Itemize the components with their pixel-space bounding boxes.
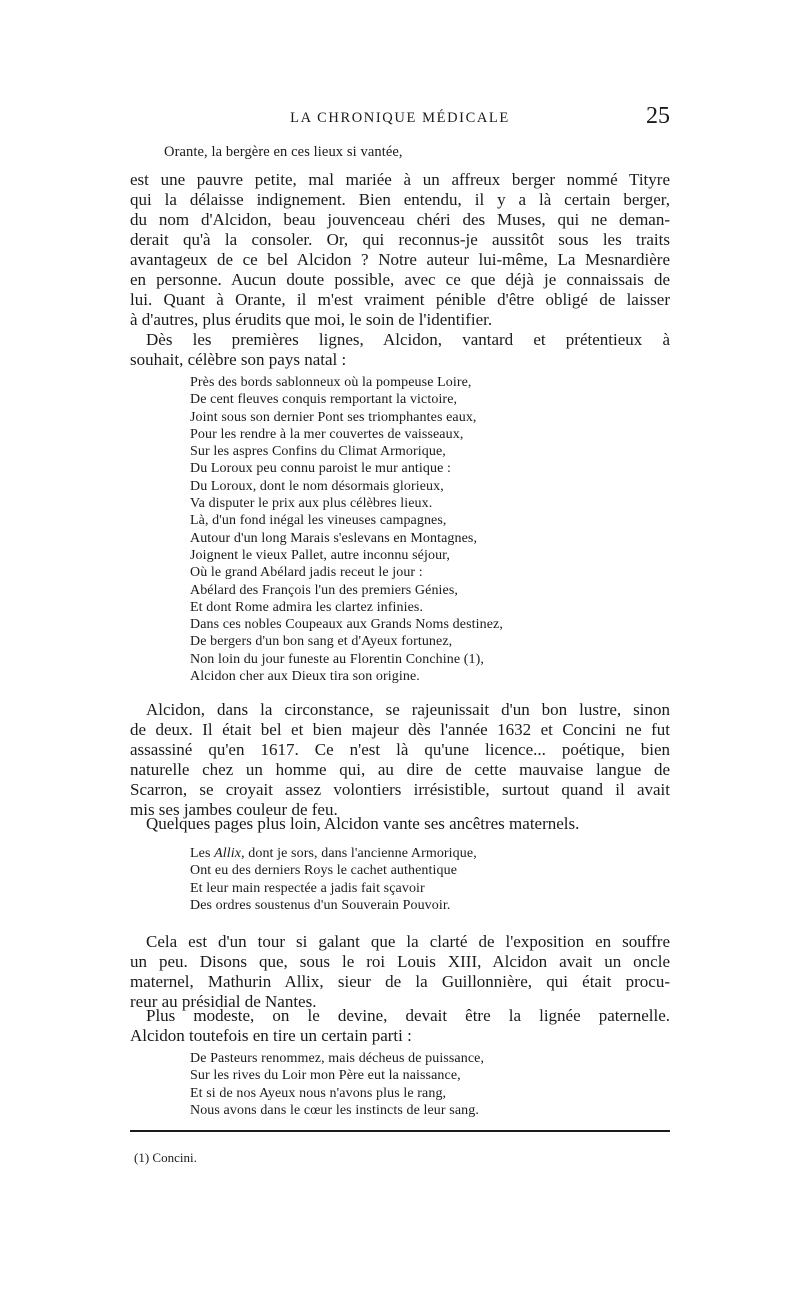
verse-line: De cent fleuves conquis remportant la victoire, [190, 392, 458, 408]
text-line: Scarron, se croyait assez volontiers irrésistible, surtout quand il avait [130, 780, 670, 799]
verse-line [190, 845, 477, 862]
paragraph-4 [130, 814, 670, 834]
text-line: est une pauvre petite, mal mariée à un affreux berger nommé Tityre [130, 170, 670, 189]
verse-line: Et leur main respectée a jadis fait sçavoir [190, 880, 425, 896]
text-line: à d'autres, plus érudits que moi, le soin de l'identifier. [130, 310, 493, 329]
verse-line: Sur les aspres Confins du Climat Armorique, [190, 444, 446, 460]
text-line: maternel, Mathurin Allix, sieur de la Guillonnière, qui était procu- [130, 972, 670, 991]
paragraph-3 [130, 700, 670, 820]
text-line: derait qu'à la consoler. Or, qui reconnus-je aussitôt sous les traits [130, 230, 670, 249]
verse-line: Du Loroux peu connu paroist le mur antique : [190, 461, 452, 477]
paragraph-5 [130, 932, 670, 1012]
paragraph-2 [130, 330, 670, 370]
verse-line: Pour les rendre à la mer couvertes de vaisseaux, [190, 426, 464, 442]
running-head [130, 103, 670, 130]
text-line: naturelle chez un homme qui, au dire de cette mauvaise langue de [130, 760, 670, 779]
paragraph-1 [130, 170, 670, 330]
verse-line: Alcidon cher aux Dieux tira son origine. [190, 669, 420, 685]
text-line: du nom d'Alcidon, beau jouvenceau chéri des Muses, qui ne deman- [130, 210, 670, 229]
verse-block-2 [190, 845, 477, 914]
verse-line: Et si de nos Ayeux nous n'avons plus le rang, [190, 1085, 447, 1101]
footnote: (1) Concini. [134, 1150, 197, 1165]
text-line: assassiné qu'en 1617. Ce n'est là qu'une licence... poétique, bien [130, 740, 670, 759]
verse-line: Autour d'un long Marais s'eslevans en Montagnes, [190, 530, 478, 546]
text-line: un peu. Disons que, sous le roi Louis XIII, Alcidon avait un oncle [130, 952, 670, 971]
verse-line: Des ordres soustenus d'un Souverain Pouvoir. [190, 897, 451, 913]
text-line: avantageux de ce bel Alcidon ? Notre auteur lui-même, La Mesnardière [130, 250, 670, 269]
verse-line: Abélard des François l'un des premiers Génies, [190, 582, 458, 598]
text-line: mis ses jambes couleur de feu. [130, 800, 338, 819]
verse-line: Du Loroux, dont le nom désormais glorieux, [190, 478, 444, 494]
page-number: 25 [646, 103, 670, 129]
text-line: lui. Quant à Orante, il m'est vraiment pénible d'être obligé de laisser [130, 290, 670, 309]
text-line: souhait, célèbre son pays natal : [130, 350, 347, 369]
verse-line: Près des bords sablonneux où la pompeuse Loire, [190, 375, 472, 390]
footnote-rule [130, 1130, 670, 1132]
verse-intro [164, 144, 403, 161]
text-line: de deux. Il était bel et bien majeur dès l'année 1632 et Concini ne fut [130, 720, 670, 739]
running-title: LA CHRONIQUE MÉDICALE [290, 110, 510, 126]
verse-line: Va disputer le prix aux plus célèbres lieux. [190, 496, 433, 512]
verse-block-1 [190, 374, 503, 685]
verse-line: Nous avons dans le cœur les instincts de leur sang. [190, 1102, 479, 1118]
text-line: Cela est d'un tour si galant que la clarté de l'exposition en souffre [146, 932, 670, 951]
italic-name: Allix [214, 846, 242, 861]
verse-line: Où le grand Abélard jadis receut le jour : [190, 565, 423, 581]
verse-line: Orante, la bergère en ces lieux si vantée, [164, 144, 403, 160]
verse-line: Sur les rives du Loir mon Père eut la naissance, [190, 1068, 461, 1084]
verse-text: Les [190, 846, 215, 861]
text-line: qui la délaisse indignement. Bien entendu, il y a là certain berger, [130, 190, 670, 209]
verse-line: Joignent le vieux Pallet, autre inconnu séjour, [190, 547, 450, 563]
verse-line: Non loin du jour funeste au Florentin Conchine (1), [190, 651, 484, 667]
paragraph-6 [130, 1006, 670, 1046]
verse-text: , dont je sors, dans l'ancienne Armorique, [241, 846, 477, 861]
verse-block-3 [190, 1050, 484, 1119]
text-line: en personne. Aucun doute possible, avec ce que déjà je connaissais de [130, 270, 670, 289]
text-line: Dès les premières lignes, Alcidon, vantard et prétentieux à [146, 330, 670, 349]
verse-line: Joint sous son dernier Pont ses triomphantes eaux, [190, 409, 477, 425]
text-line: Alcidon toutefois en tire un certain parti : [130, 1026, 412, 1045]
verse-line: Dans ces nobles Coupeaux aux Grands Noms destinez, [190, 617, 503, 633]
verse-line: Ont eu des derniers Roys le cachet authentique [190, 863, 458, 879]
text-line: Quelques pages plus loin, Alcidon vante ses ancêtres maternels. [146, 814, 580, 833]
text-line: Plus modeste, on le devine, devait être la lignée paternelle. [146, 1006, 670, 1025]
verse-line: Et dont Rome admira les clartez infinies. [190, 599, 424, 615]
text-line: reur au présidial de Nantes. [130, 992, 317, 1011]
verse-line: De Pasteurs renommez, mais décheus de puissance, [190, 1051, 485, 1066]
verse-line: Là, d'un fond inégal les vineuses campagnes, [190, 513, 447, 529]
text-line: Alcidon, dans la circonstance, se rajeunissait d'un bon lustre, sinon [146, 700, 670, 719]
verse-line: De bergers d'un bon sang et d'Ayeux fortunez, [190, 634, 453, 650]
